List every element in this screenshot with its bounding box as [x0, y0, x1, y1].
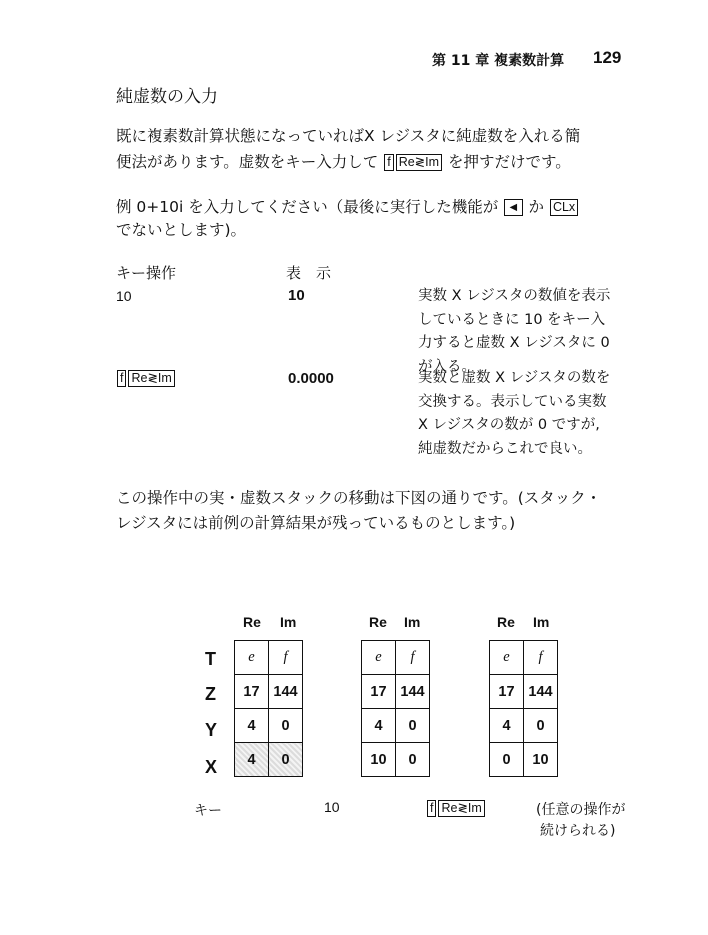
reim-key: Re≷Im [396, 154, 442, 171]
stack-row-y [362, 709, 430, 743]
stack-row-t [490, 641, 558, 675]
clx-key: CLx [550, 199, 578, 216]
row-2-key [116, 370, 176, 387]
cell-im: f [396, 641, 430, 675]
stack-row-t [235, 641, 303, 675]
register-label-x: X [205, 757, 218, 777]
stack-row-x [490, 743, 558, 777]
back-arrow-key: ◄ [504, 199, 522, 216]
cell-re: 0 [490, 743, 524, 777]
cell-re: 17 [490, 675, 524, 709]
stack-row-y [490, 709, 558, 743]
example-text-b: か [528, 198, 544, 216]
f-key: f [384, 154, 393, 171]
example-text-a: 例 0+10i を入力してください（最後に実行した機能が [116, 198, 499, 216]
stack-row-x [235, 743, 303, 777]
cell-im: 144 [269, 675, 303, 709]
reim-key: Re≷Im [128, 370, 174, 387]
page-number: 129 [593, 48, 622, 67]
stack-after-10 [361, 640, 430, 777]
cell-im: 144 [524, 675, 558, 709]
column-header-display: 表 示 [286, 264, 332, 282]
cell-re: e [362, 641, 396, 675]
stack-row-t [362, 641, 430, 675]
stack-1-im-heading: Im [280, 614, 297, 630]
stack-row-y [235, 709, 303, 743]
chapter-heading: 第 11 章 複素数計算 [432, 53, 565, 69]
cell-re: e [490, 641, 524, 675]
cell-re: 17 [362, 675, 396, 709]
intro-line-1: 既に複素数計算状態になっていればX レジスタに純虚数を入れる簡 [116, 127, 581, 145]
cell-re: 4 [235, 743, 269, 777]
cell-im: 10 [524, 743, 558, 777]
cell-im: f [524, 641, 558, 675]
stack-3-re-heading: Re [497, 614, 515, 630]
register-label-t: T [205, 649, 216, 669]
stack-row-z [490, 675, 558, 709]
cell-im: 144 [396, 675, 430, 709]
cell-re: 4 [490, 709, 524, 743]
cell-im: 0 [269, 709, 303, 743]
f-key: f [427, 800, 436, 817]
intro-text-a: 便法があります。虚数をキー入力して [116, 153, 379, 171]
stack-row-x [362, 743, 430, 777]
caption-note-line-2: 続けられる) [540, 823, 616, 839]
example-line-2: でないとします)。 [116, 221, 247, 239]
row-1-display: 10 [288, 287, 305, 304]
intro-line-2 [116, 147, 571, 177]
stack-2-re-heading: Re [369, 614, 387, 630]
cell-re: 4 [235, 709, 269, 743]
reim-key: Re≷Im [438, 800, 484, 817]
section-title: 純虚数の入力 [116, 87, 218, 107]
column-header-key: キー操作 [116, 264, 177, 282]
cell-re: 4 [362, 709, 396, 743]
row-2-description: 実数と虚数 X レジスタの数を 交換する。表示している実数 X レジスタの数が 0 ですが, 純虚数だからこれで良い。 [418, 370, 611, 457]
cell-im: 0 [524, 709, 558, 743]
cell-re: e [235, 641, 269, 675]
stack-row-z [362, 675, 430, 709]
cell-im: 0 [269, 743, 303, 777]
cell-im: f [269, 641, 303, 675]
cell-re: 17 [235, 675, 269, 709]
intro-text-b: を押すだけです。 [447, 153, 571, 171]
register-label-y: Y [205, 720, 218, 740]
stack-before [234, 640, 303, 777]
row-2-display: 0.0000 [288, 370, 334, 387]
stack-2-im-heading: Im [404, 614, 421, 630]
stack-intro-line-1: この操作中の実・虚数スタックの移動は下図の通りです。(スタック・ [116, 489, 602, 507]
cell-re: 10 [362, 743, 396, 777]
cell-im: 0 [396, 743, 430, 777]
caption-step-2 [426, 800, 486, 817]
stack-after-reim [489, 640, 558, 777]
stack-3-im-heading: Im [533, 614, 550, 630]
stack-intro-line-2: レジスタには前例の計算結果が残っているものとします。) [116, 514, 516, 532]
register-label-z: Z [205, 684, 216, 704]
stack-1-re-heading: Re [243, 614, 261, 630]
cell-im: 0 [396, 709, 430, 743]
caption-step-1: 10 [324, 799, 340, 815]
f-key: f [117, 370, 126, 387]
caption-key-label: キー [194, 803, 222, 819]
caption-note-line-1: (任意の操作が [536, 802, 626, 818]
row-1-key: 10 [116, 288, 132, 304]
row-1-description: 実数 X レジスタの数値を表示 しているときに 10 をキー入 力すると虚数 X レジスタに 0 が入る。 [418, 288, 611, 375]
stack-row-z [235, 675, 303, 709]
